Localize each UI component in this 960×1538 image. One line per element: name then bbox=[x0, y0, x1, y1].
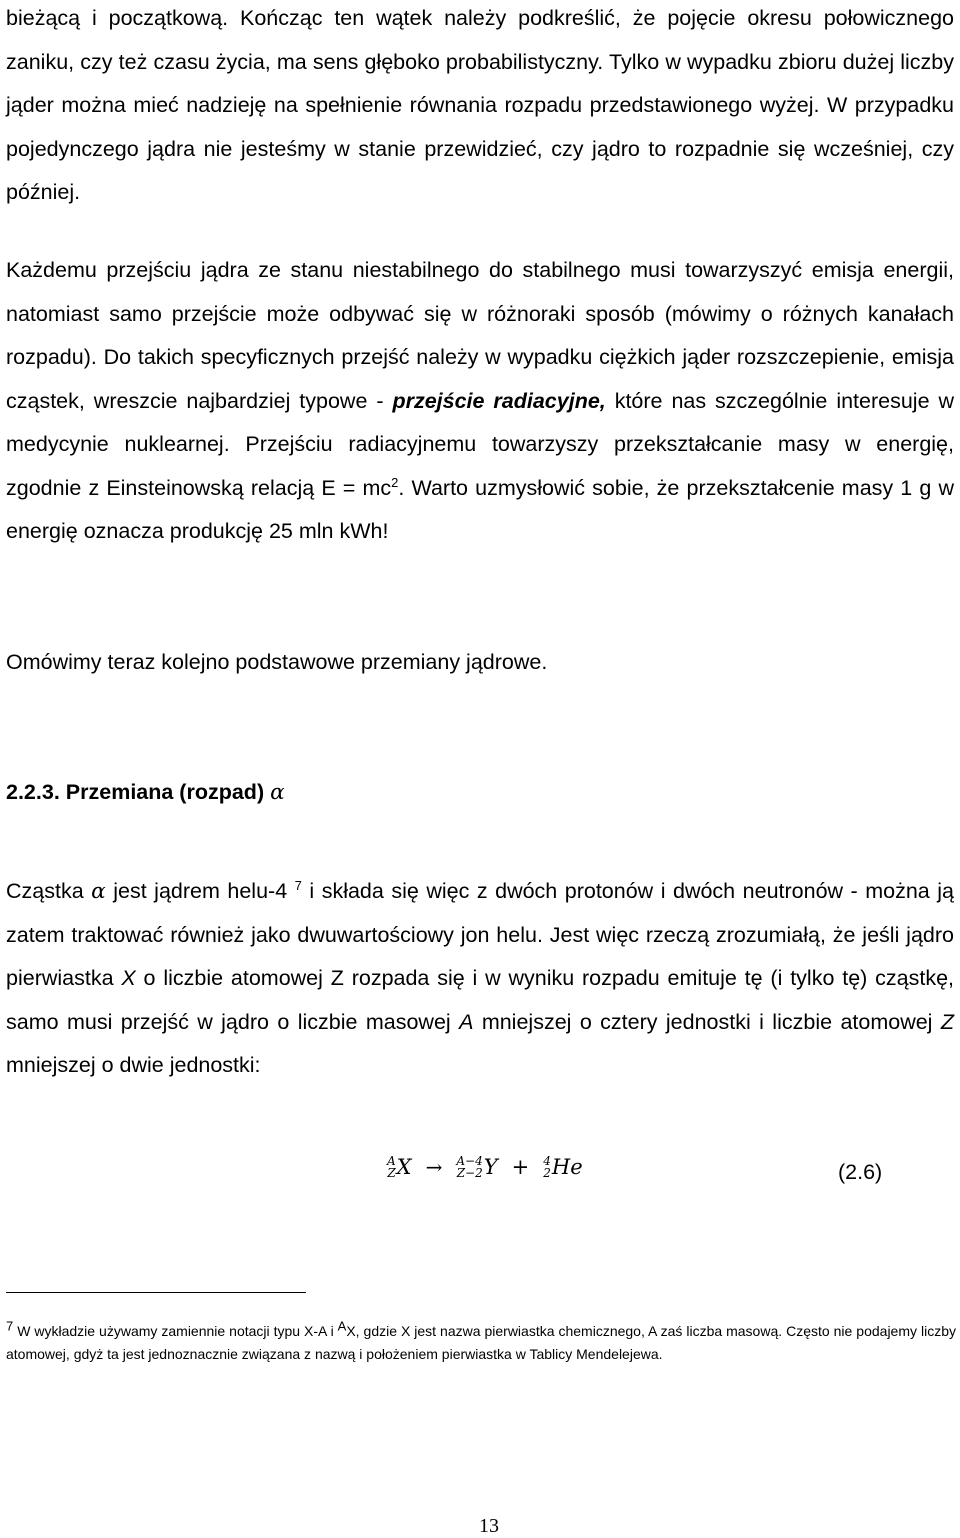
symbol-z: Z bbox=[940, 1009, 954, 1034]
superscript: A bbox=[337, 1318, 347, 1334]
footnote bbox=[6, 1320, 956, 1366]
paragraph-text: mniejszej o dwie jednostki: bbox=[6, 1053, 261, 1077]
section-number: 2.2.3. bbox=[6, 780, 60, 804]
footnote-text: X, gdzie X jest nazwa pierwiastka chemicznego, A zaś liczba masową. Często nie podajemy liczby atomowej, gdyż ta jest jednoznacznie związana z nazwą i położeniem pierwiastka w Tablicy Mendelejewa. bbox=[6, 1323, 956, 1362]
alpha-symbol: α bbox=[91, 879, 106, 904]
parent-nuclide bbox=[387, 1155, 412, 1179]
mass-number: 4 bbox=[543, 1154, 551, 1168]
equation-number: (2.6) bbox=[838, 1160, 883, 1184]
paragraph-text: Cząstka bbox=[6, 879, 92, 903]
symbol-a: A bbox=[459, 1009, 474, 1034]
element-symbol: X bbox=[396, 1155, 412, 1179]
section-title: Przemiana (rozpad) bbox=[65, 780, 265, 804]
symbol-x: X bbox=[121, 966, 136, 990]
paragraph-transitions bbox=[6, 249, 954, 554]
paragraph-probabilistic: bieżącą i początkową. Kończąc ten wątek należy podkreślić, że pojęcie okresu połowicznego zaniku, czy też czasu życia, ma sens głęboko probabilistyczny. Tylko w wypadku zbioru dużej liczby jąder można mieć nadzieję na spełnienie równania rozpadu przedstawionego wyżej. W przypadku pojedynczego jądra nie jesteśmy w stanie przewidzieć, czy jądro to rozpadnie się wcześniej, czy później. bbox=[6, 6, 954, 204]
footnote-separator bbox=[6, 1292, 306, 1293]
paragraph-text: i składa się więc z dwóch protonów i dwóch neutronów - można ją zatem traktować również jako dwuwartościowy jon helu. Jest więc rzeczą zrozumiałą, że jeśli jądro pierwiastka bbox=[6, 879, 954, 990]
daughter-nuclide bbox=[456, 1155, 497, 1179]
paragraph-text: o liczbie atomowej Z rozpada się i w wyniku rozpadu emituje tę (i tylko tę) cząstkę, samo musi przejść w jądro o liczbie masowej bbox=[6, 966, 955, 1034]
atomic-number: Z−2 bbox=[456, 1166, 483, 1180]
mass-number: A bbox=[387, 1154, 396, 1168]
section-heading bbox=[6, 780, 285, 805]
decay-equation bbox=[387, 1155, 583, 1179]
emphasis-radiative-transition: przejście radiacyjne, bbox=[392, 388, 606, 413]
page-number: 13 bbox=[479, 1515, 499, 1537]
paragraph-text: jest jądrem helu-4 bbox=[105, 879, 295, 903]
atomic-number: Z bbox=[387, 1166, 396, 1180]
paragraph-text: mniejszej o cztery jednostki i liczbie atomowej bbox=[473, 1009, 941, 1034]
element-symbol: Y bbox=[483, 1155, 498, 1179]
superscript: 2 bbox=[391, 474, 399, 490]
paragraph-text: Każdemu przejściu jądra ze stanu niestabilnego do stabilnego musi towarzyszyć emisja energii, natomiast samo przejście może odbywać się w różnoraki sposób (mówimy o różnych kanałach rozpadu). Do takich specyficznych przejść należy w wypadku ciężkich jąder rozszczepienie, emisja cząstek, wreszcie najbardziej typowe - bbox=[6, 258, 954, 413]
atomic-number: 2 bbox=[543, 1166, 551, 1180]
footnote-reference[interactable]: 7 bbox=[294, 877, 302, 893]
plus-sign: + bbox=[511, 1155, 530, 1179]
paragraph-intro: Omówimy teraz kolejno podstawowe przemiany jądrowe. bbox=[6, 650, 548, 674]
arrow-icon: → bbox=[425, 1155, 443, 1179]
footnote-mark: 7 bbox=[6, 1318, 14, 1334]
paragraph-text: które nas szczególnie interesuje w medycynie nuklearnej. Przejściu radiacyjnemu towarzyszy przekształcanie masy w energię, zgodnie z Einsteinowską relacją E = mc bbox=[6, 388, 955, 500]
helium-nuclide bbox=[543, 1155, 582, 1179]
paragraph-text: . Warto uzmysłowić sobie, że przekształcenie masy 1 g w energię oznacza produkcję 25 mln kWh! bbox=[6, 475, 954, 543]
alpha-symbol: α bbox=[270, 780, 285, 805]
paragraph-alpha-particle bbox=[6, 870, 954, 1088]
footnote-text: W wykładzie używamy zamiennie notacji typu X-A i bbox=[13, 1323, 338, 1339]
element-symbol: He bbox=[551, 1155, 583, 1179]
mass-number: A−4 bbox=[456, 1154, 483, 1168]
